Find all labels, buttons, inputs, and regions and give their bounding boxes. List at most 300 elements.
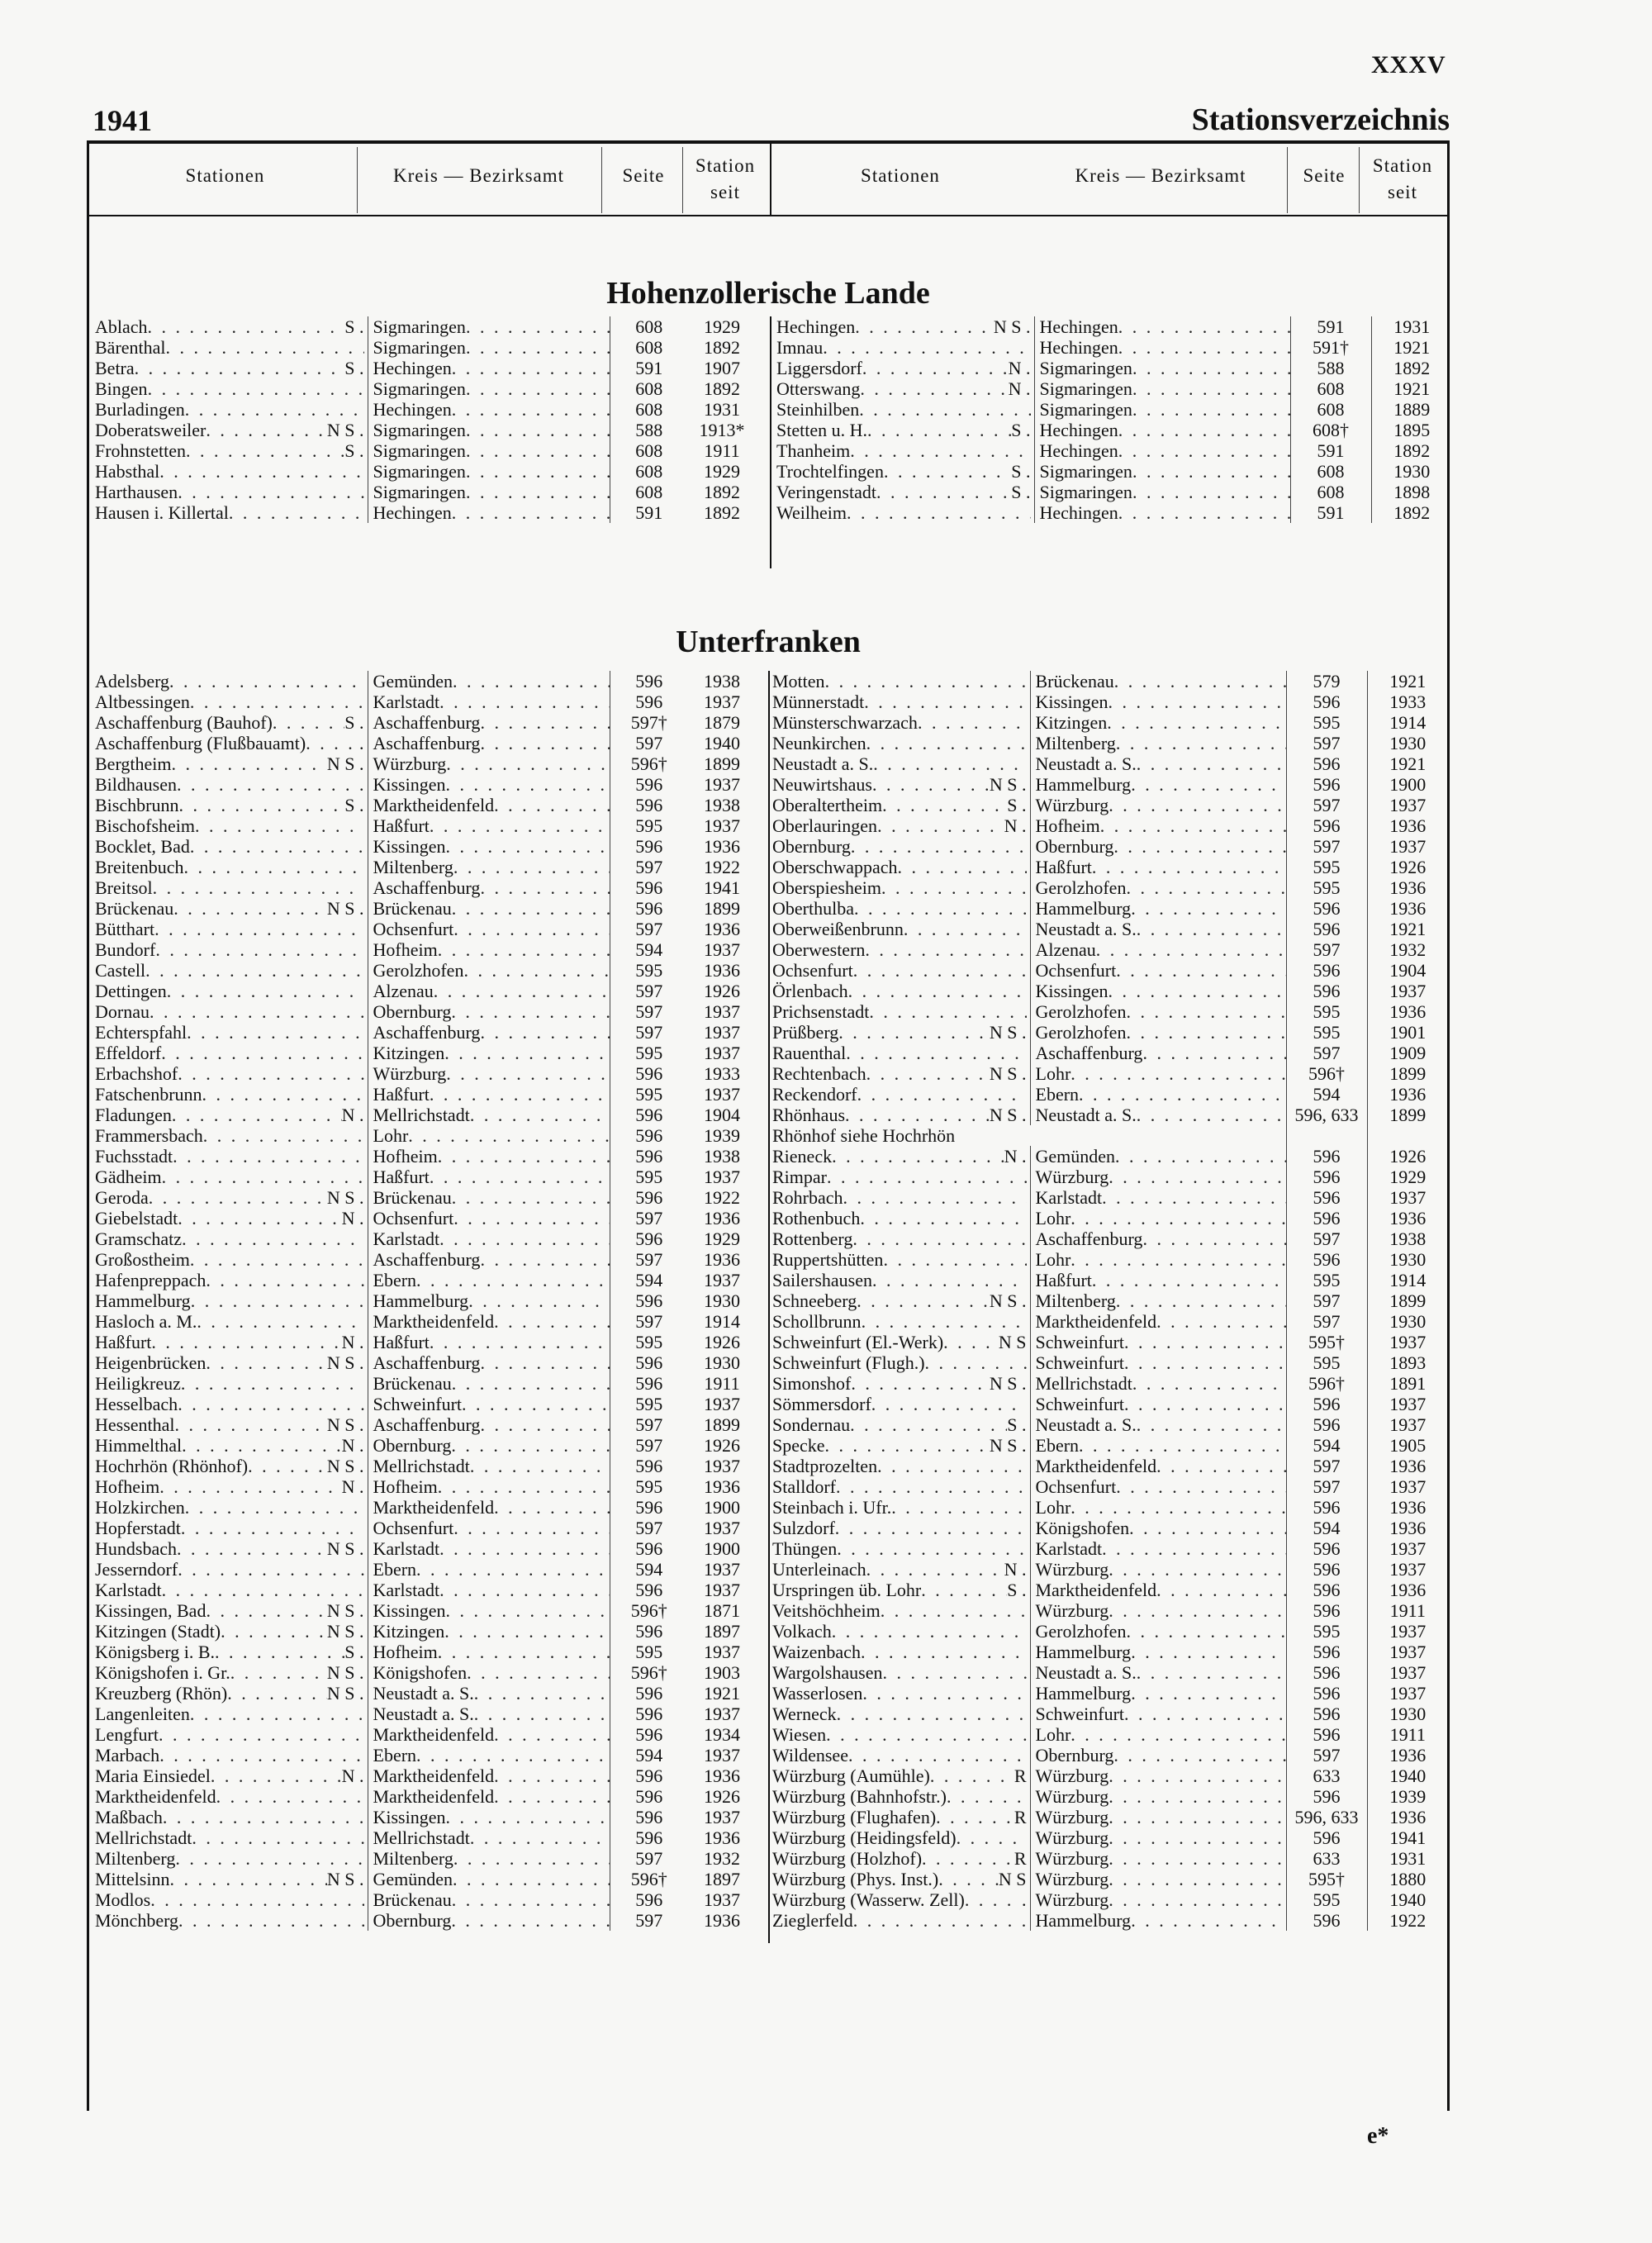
leader-dots [1070,1063,1285,1084]
station-name: Ochsenfurt [772,960,853,981]
station-name-cell [776,358,1034,378]
leader-dots [1132,378,1290,399]
station-row [95,1187,756,1208]
station-row [772,1167,1448,1187]
since-year: 1936 [1367,877,1448,898]
station-name: Hammelburg [95,1290,191,1311]
station-name-cell [95,316,368,337]
leader-dots [480,733,609,753]
leader-dots [1118,420,1290,440]
since-year: 1937 [704,1642,740,1662]
station-name-cell [772,1187,1030,1208]
leader-dots [854,898,1027,919]
leader-dots [891,1497,1026,1518]
since-year: 1921 [1371,378,1452,399]
district-cell [368,671,610,691]
district-cell [1034,461,1290,482]
leader-dots [836,1476,1027,1497]
district-cell [368,1538,610,1559]
station-name: Rimpar [772,1167,827,1187]
page-ref: 597 [610,1311,688,1332]
station-type [1027,1476,1030,1497]
page-ref: 595 [610,1043,688,1063]
station-type: N . [341,1476,364,1497]
station-name: Rhönhof siehe Hochrhön [772,1125,956,1146]
station-name: Oberweißenbrunn [772,919,904,939]
header-stations-right: Stationen [861,165,940,186]
station-name: Münsterschwarzach [772,712,918,733]
station-name: Stadtprozelten [772,1456,878,1476]
station-name: Dettingen [95,981,167,1001]
page-ref [1286,1125,1367,1146]
station-type [364,1022,368,1043]
leader-dots [446,753,609,774]
station-row [772,1228,1448,1249]
station-type [364,1394,368,1414]
since-year: 1901 [1367,1022,1448,1043]
page-ref: 596 [1286,1786,1367,1807]
page-ref: 596 [610,1580,688,1600]
leader-dots [452,1889,610,1910]
leader-dots [480,1249,609,1270]
station-name-cell [95,898,368,919]
district-name: Hammelburg [1035,1683,1132,1704]
page-ref: 596 [610,1724,688,1745]
district-cell [368,877,610,898]
station-type [1027,712,1030,733]
section-center-divider [768,671,770,1943]
station-type: N S . [989,1373,1027,1394]
page-ref: 595 [1286,712,1367,733]
leader-dots [1124,1352,1285,1373]
station-name-cell [95,1311,368,1332]
page-ref: 596 [1286,1394,1367,1414]
station-name: Mellrichstadt [95,1827,192,1848]
page-ref: 594 [1286,1435,1367,1456]
station-name-cell [772,1167,1030,1187]
page-ref: 596† [610,753,688,774]
leader-dots [1137,1662,1286,1683]
leader-dots [453,857,610,877]
station-name-cell [95,981,368,1001]
station-type: . [359,733,364,753]
station-name: Veitshöchheim [772,1600,881,1621]
station-type [1031,337,1034,358]
district-cell [1030,1910,1286,1931]
district-name: Marktheidenfeld [1035,1311,1157,1332]
station-type [1027,1456,1030,1476]
leader-dots [438,939,610,960]
district-cell [1034,502,1290,523]
station-type [364,1063,368,1084]
station-name-cell [772,1889,1030,1910]
leader-dots [1132,358,1290,378]
leader-dots [177,1538,327,1559]
station-row [95,1167,756,1187]
leader-dots [1131,1910,1285,1931]
leader-dots [1137,919,1286,939]
station-type: N S . [989,1105,1027,1125]
district-name: Karlstadt [373,691,440,712]
since-year: 1936 [704,1910,740,1931]
district-cell [1030,753,1286,774]
station-row [95,1435,756,1456]
leader-dots [470,1827,610,1848]
leader-dots [494,1786,609,1807]
station-name: Gädheim [95,1167,162,1187]
since-year: 1899 [1367,1105,1448,1125]
leader-dots [192,1827,363,1848]
leader-dots [167,981,364,1001]
district-name: Marktheidenfeld [373,795,495,815]
station-type: S . [344,795,364,815]
leader-dots [862,358,1009,378]
district-name: Hofheim [373,1146,438,1167]
station-name: Erbachshof [95,1063,178,1084]
station-name: Hafenpreppach [95,1270,206,1290]
leader-dots [154,919,363,939]
station-row [95,981,756,1001]
station-row [772,1456,1448,1476]
district-name: Kitzingen [373,1621,445,1642]
since-year: 1937 [704,1580,740,1600]
page-ref: 608 [610,399,688,420]
district-cell [368,1043,610,1063]
since-year: 1936 [704,960,740,981]
leader-dots [172,1105,342,1125]
leader-dots [148,316,345,337]
station-name: Wildensee [772,1745,848,1765]
leader-dots [467,1662,609,1683]
station-name-cell [95,1228,368,1249]
page-ref: 597 [610,1414,688,1435]
since-year: 1871 [704,1600,740,1621]
station-name: Rechtenbach [772,1063,866,1084]
page-ref: 597 [1286,836,1367,857]
district-name: Marktheidenfeld [1035,1456,1157,1476]
station-name-cell [95,461,368,482]
leader-dots [864,691,1026,712]
station-type [364,1001,368,1022]
since-year: 1891 [1367,1373,1448,1394]
district-name: Haßfurt [373,1084,430,1105]
page-ref: 596 [610,1807,688,1827]
station-name: Heigenbrücken [95,1352,206,1373]
since-year: 1937 [1367,795,1448,815]
station-name: Miltenberg [95,1848,176,1869]
station-type [1031,440,1034,461]
leader-dots [439,691,609,712]
page-ref: 597 [1286,1043,1367,1063]
station-row [772,1642,1448,1662]
since-year: 1936 [1367,1001,1448,1022]
station-row [772,1745,1448,1765]
station-name: Mittelsinn [95,1869,170,1889]
leader-dots [203,1125,364,1146]
page-ref: 596, 633 [1286,1807,1367,1827]
station-name-cell [772,1827,1030,1848]
leader-dots [1156,1456,1285,1476]
leader-dots [215,1642,344,1662]
station-name: Trochtelfingen [776,461,884,482]
station-row [772,1125,1448,1146]
station-row [772,1662,1448,1683]
station-name: Bischbrunn [95,795,179,815]
station-name: Rhönhaus [772,1105,845,1125]
district-name: Miltenberg [1035,733,1116,753]
district-name: Mellrichstadt [373,1105,470,1125]
since-year: 1911 [704,1373,740,1394]
station-name: Würzburg (Heidingsfeld) [772,1827,957,1848]
page-ref: 596 [1286,1146,1367,1167]
since-year: 1892 [704,378,740,399]
leader-dots [825,671,1027,691]
station-name-cell [772,1600,1030,1621]
page-ref: 596 [610,1373,688,1394]
station-row [95,1683,756,1704]
station-type [1027,1786,1030,1807]
leader-dots [943,1332,999,1352]
since-year: 1936 [704,1249,740,1270]
station-type [1027,857,1030,877]
station-name-cell [772,1290,1030,1311]
station-name-cell [772,774,1030,795]
station-type: N S . [326,420,364,440]
station-name-cell [95,1621,368,1642]
station-row [95,1662,756,1683]
station-name: Jesserndorf [95,1559,178,1580]
station-name-cell [95,836,368,857]
unterfranken-table-right [772,671,1448,1931]
station-name: Prüßberg [772,1022,839,1043]
hohenzollern-table-left [95,316,756,523]
station-row [772,774,1448,795]
station-row [95,461,756,482]
district-cell [368,1290,610,1311]
station-name: Brückenau [95,898,174,919]
leader-dots [925,1352,1027,1373]
district-name: Würzburg [1035,1827,1109,1848]
district-name: Alzenau [1035,939,1096,960]
leader-dots [1108,795,1285,815]
station-name-cell [772,1518,1030,1538]
station-name-cell [772,1621,1030,1642]
leader-dots [466,440,610,461]
station-type [364,1518,368,1538]
station-row [776,316,1452,337]
district-cell [368,1332,610,1352]
page-ref: 595† [1286,1869,1367,1889]
leader-dots [173,1146,363,1167]
station-row [95,1456,756,1476]
district-name: Brückenau [373,1187,452,1208]
station-name: Hundsbach [95,1538,177,1559]
leader-dots [451,1435,609,1456]
district-name: Hammelburg [1035,1642,1132,1662]
leader-dots [1113,1745,1285,1765]
station-type [364,1889,368,1910]
page-ref: 633 [1286,1765,1367,1786]
station-row [95,753,756,774]
since-year: 1899 [704,898,740,919]
station-name-cell [95,1497,368,1518]
station-type: S . [344,316,364,337]
station-name: Prichsenstadt [772,1001,870,1022]
district-cell [368,1084,610,1105]
leader-dots [872,1270,1027,1290]
leader-dots [898,857,1027,877]
station-row [772,1910,1448,1931]
station-row [95,1538,756,1559]
station-row [772,1889,1448,1910]
since-year: 1926 [704,981,740,1001]
leader-dots [190,691,364,712]
leader-dots [862,1311,1027,1332]
page-ref: 597 [610,857,688,877]
station-name-cell [95,1125,368,1146]
station-name-cell [776,378,1034,399]
station-row [95,1827,756,1848]
leader-dots [466,420,610,440]
station-row [95,1125,756,1146]
district-name: Aschaffenburg [1035,1043,1143,1063]
station-name: Oberthulba [772,898,854,919]
leader-dots [480,877,609,898]
station-row [772,733,1448,753]
station-type: N S . [326,1662,364,1683]
district-cell [1030,1745,1286,1765]
page-ref: 596 [1286,960,1367,981]
station-row [95,795,756,815]
district-name: Obernburg [373,1001,452,1022]
since-year: 1937 [704,1456,740,1476]
district-name: Marktheidenfeld [373,1311,495,1332]
station-type: N S . [326,1683,364,1704]
leader-dots [474,1683,610,1704]
since-year: 1936 [1367,1497,1448,1518]
station-row [95,671,756,691]
station-type: S . [1007,1414,1027,1435]
leader-dots [161,1043,363,1063]
station-row [772,1249,1448,1270]
page-ref: 596, 633 [1286,1105,1367,1125]
station-name-cell [776,461,1034,482]
district-cell [1034,420,1290,440]
district-name: Aschaffenburg [1035,1228,1143,1249]
station-type: N . [1008,378,1031,399]
station-type: N . [1004,815,1027,836]
station-type [1027,960,1030,981]
leader-dots [446,1063,609,1084]
leader-dots [466,461,610,482]
station-name-cell [772,671,1030,691]
station-type: N . [341,1765,364,1786]
station-name-cell [95,1559,368,1580]
page-ref: 596 [1286,1662,1367,1683]
station-name-cell [95,1765,368,1786]
since-year: 1892 [1371,502,1452,523]
page-ref: 608 [610,337,688,358]
leader-dots [178,1394,363,1414]
district-name: Würzburg [1035,1807,1109,1827]
page-ref: 633 [1286,1848,1367,1869]
station-name: Reckendorf [772,1084,857,1105]
leader-dots [169,1869,326,1889]
district-name: Brückenau [1035,671,1114,691]
station-row [95,733,756,753]
leader-dots [177,774,364,795]
district-name: Hammelburg [373,1290,469,1311]
district-name: Hofheim [373,939,438,960]
station-name: Ruppertshütten [772,1249,884,1270]
station-name: Burladingen [95,399,185,420]
district-cell [1030,1559,1286,1580]
station-name: Königsberg i. B. [95,1642,216,1662]
page-ref: 596 [1286,1208,1367,1228]
station-name-cell [772,1435,1030,1456]
district-cell [1030,1167,1286,1187]
station-name: Frohnstetten [95,440,186,461]
station-name-cell [772,1807,1030,1827]
leader-dots [191,1290,364,1311]
district-cell [368,1807,610,1827]
station-name-cell [772,1352,1030,1373]
leader-dots [150,1889,363,1910]
station-type [1027,1621,1030,1642]
district-name: Alzenau [373,981,434,1001]
since-year: 1892 [704,482,740,502]
station-name-cell [95,671,368,691]
leader-dots [171,753,326,774]
station-type [364,399,368,420]
station-type [1027,1497,1030,1518]
district-cell [1034,358,1290,378]
station-type [364,1373,368,1394]
station-name-cell [95,1332,368,1352]
since-year: 1937 [704,1001,740,1022]
leader-dots [957,1827,1027,1848]
leader-dots [1124,1332,1285,1352]
station-row [95,1642,756,1662]
leader-dots [229,502,364,523]
leader-dots [463,960,609,981]
since-year: 1880 [1367,1869,1448,1889]
district-cell [368,1125,610,1146]
station-name-cell [772,981,1030,1001]
station-name: Hessenthal [95,1414,175,1435]
leader-dots [451,1910,609,1931]
station-type [1027,1724,1030,1745]
header-center-divider [770,140,771,215]
district-cell [368,1497,610,1518]
station-type [1027,898,1030,919]
station-type [364,1580,368,1600]
station-row [772,1146,1448,1167]
leader-dots [444,1621,609,1642]
district-name: Ochsenfurt [1035,960,1117,981]
district-cell [1030,1848,1286,1869]
district-cell [368,1270,610,1290]
station-row [772,712,1448,733]
leader-dots [1118,316,1290,337]
district-name: Hechingen [1039,502,1118,523]
district-cell [1030,1476,1286,1497]
leader-dots [846,1043,1026,1063]
leader-dots [186,440,344,461]
station-name: Hochrhön (Rhönhof) [95,1456,249,1476]
leader-dots [416,1270,609,1290]
district-name: Aschaffenburg [373,1022,481,1043]
